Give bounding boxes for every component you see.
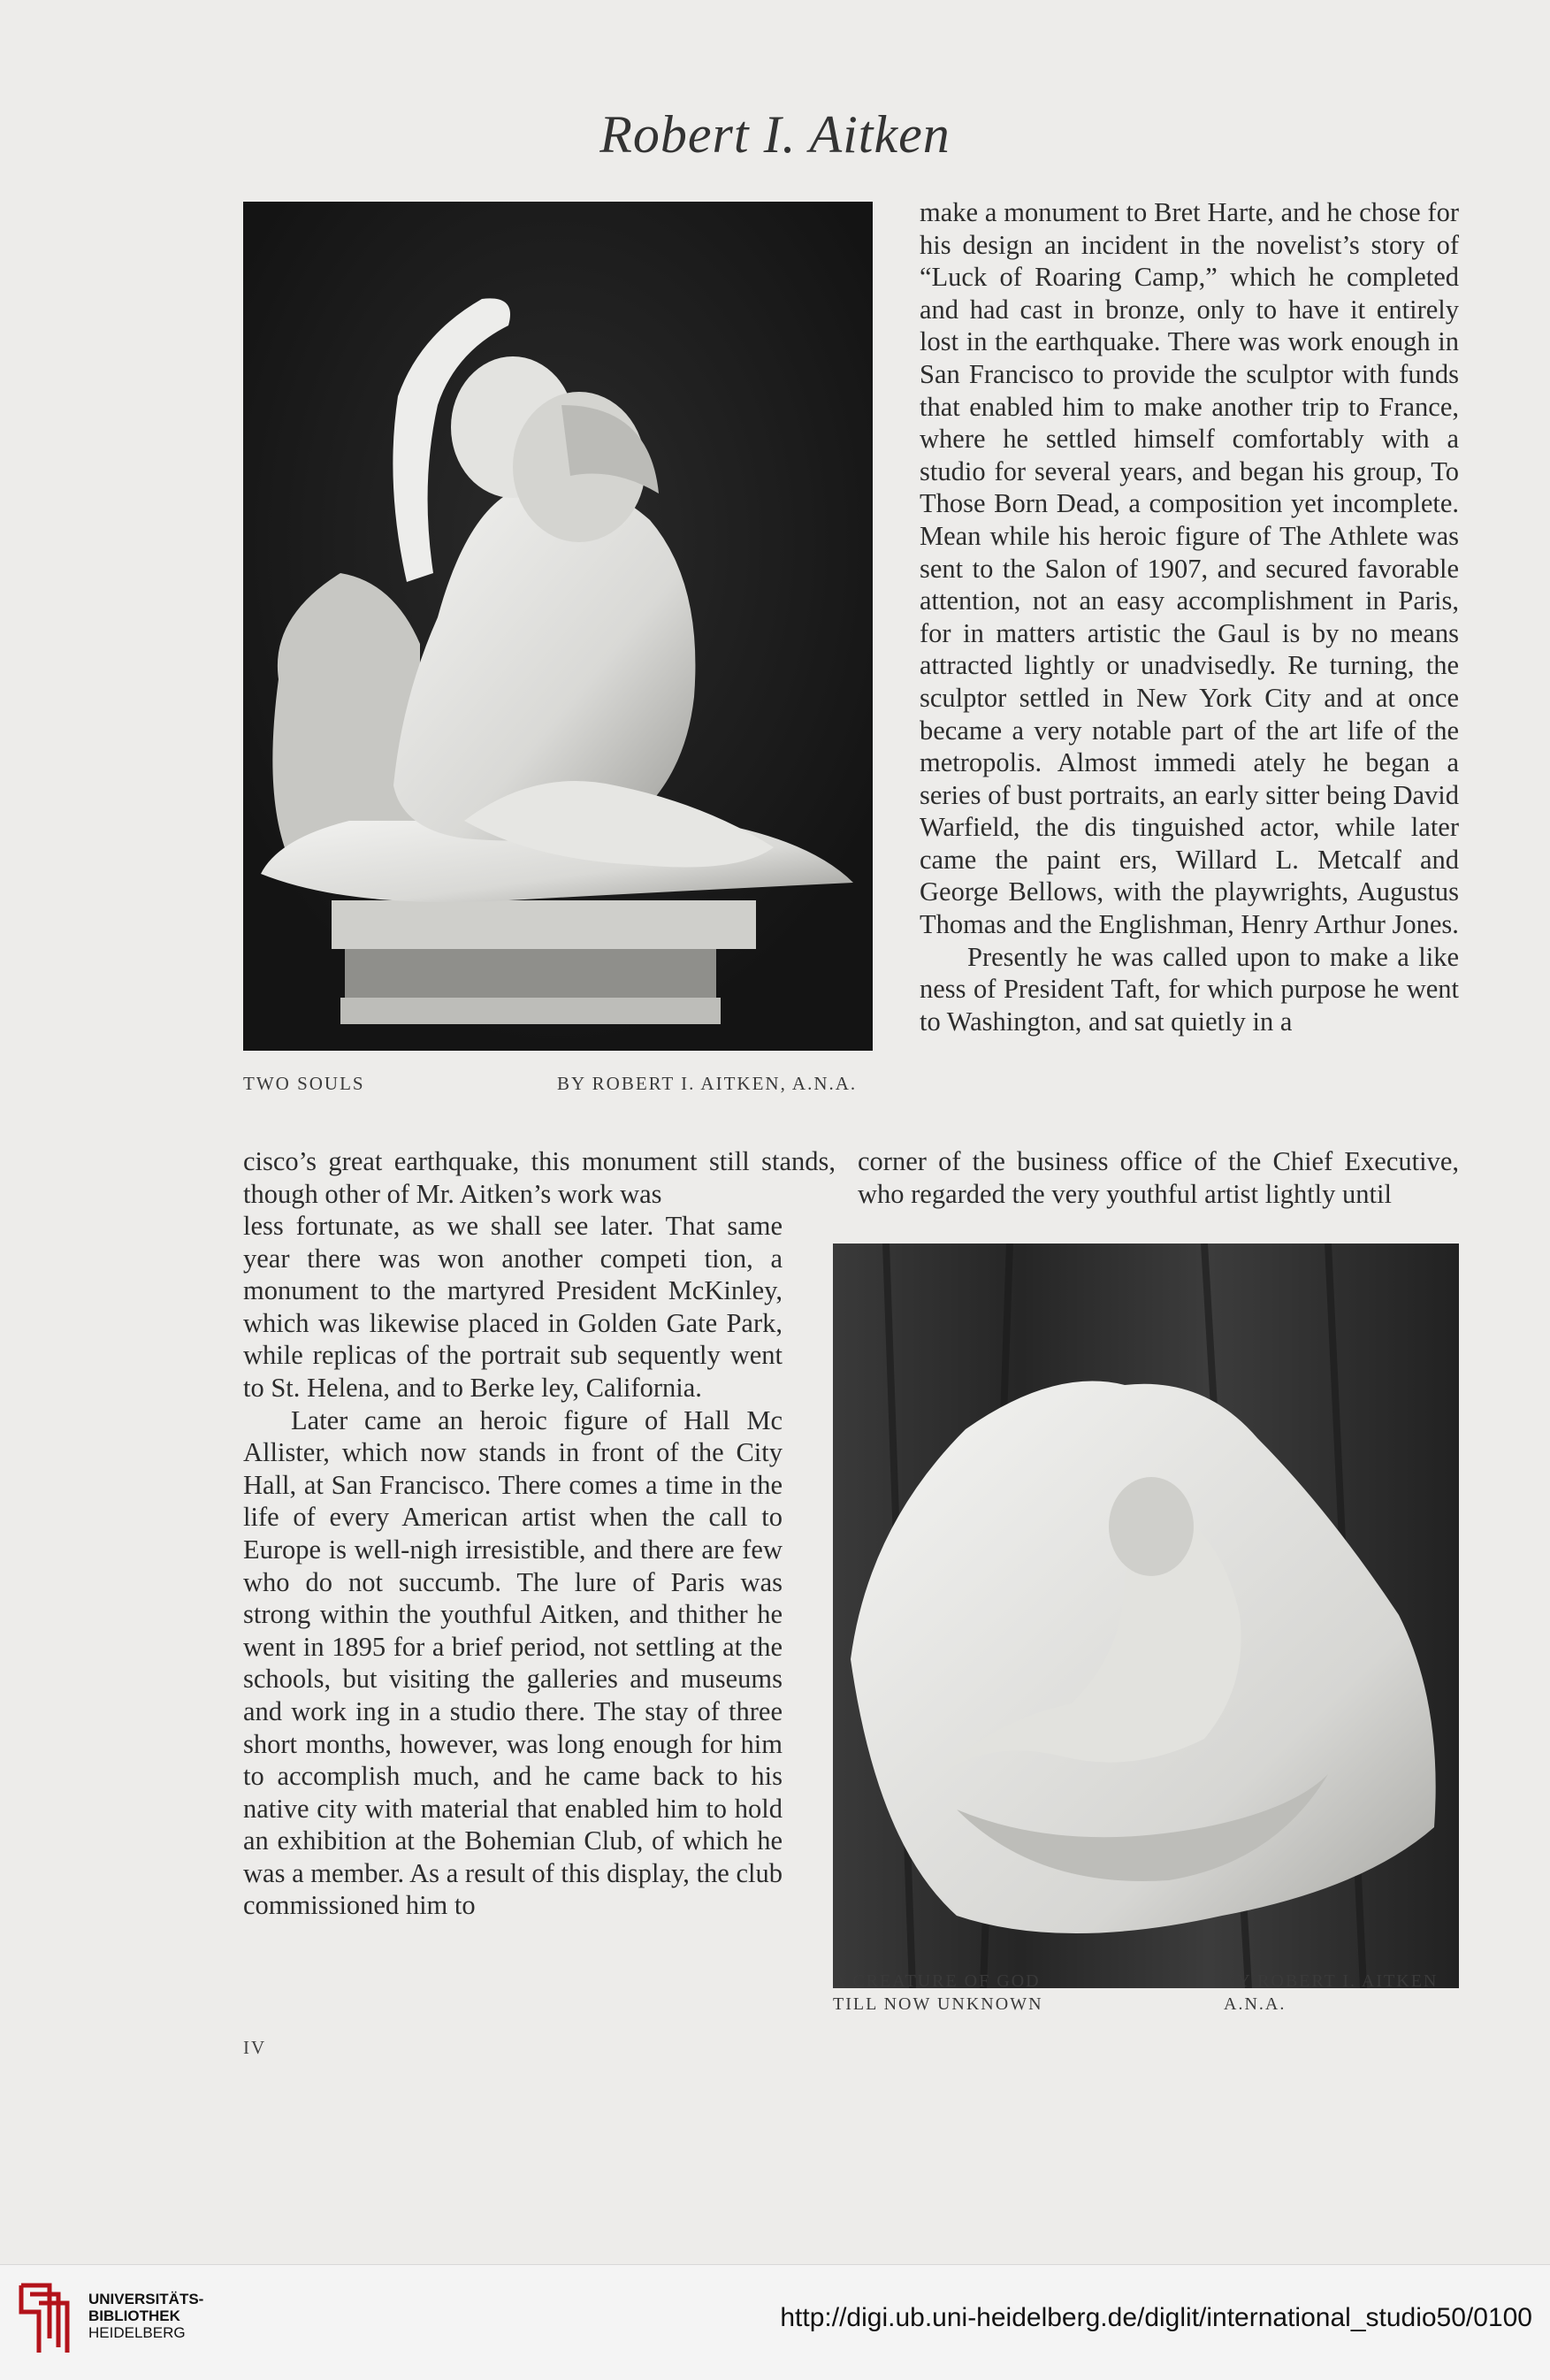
right-column-paragraph-2 — [920, 941, 1459, 1038]
text-line: Later came an heroic figure of Hall Mc — [291, 1404, 783, 1435]
text-line: with the playwrights, Augustus Thomas and — [920, 876, 1459, 940]
text-line: story of “Luck of Roaring Camp,” which he — [920, 229, 1459, 293]
text-line: turning, the sculptor settled in New York City — [920, 650, 1459, 713]
text-line: the sculptor with funds that enabled him to — [920, 358, 1459, 422]
caption-line: A.N.A. — [1224, 1994, 1287, 2014]
text-line: was work enough in San Francisco to provide — [920, 326, 1459, 389]
text-line: corner of the business office of the Chief Executive, — [858, 1146, 1459, 1176]
text-line: McKinley, which was likewise placed in Golden — [243, 1275, 783, 1338]
text-line: visiting the galleries and museums and work — [243, 1664, 783, 1726]
figure-caption-credit — [1224, 1970, 1438, 2016]
left-column-text — [243, 1210, 783, 1922]
text-line: who regarded the very youthful artist lightly until — [858, 1178, 1392, 1209]
text-line: Paris, for in matters artistic the Gaul is by no — [920, 585, 1459, 648]
text-line: the Englishman, Henry Arthur Jones. — [1058, 909, 1459, 940]
text-line: means attracted lightly or unadvisedly. Re — [920, 617, 1459, 681]
text-line: months, however, was long enough for him — [305, 1728, 783, 1759]
library-logo-icon — [14, 2277, 78, 2356]
source-url-link[interactable]: http://digi.ub.uni-heidelberg.de/diglit/international_studio50/0100 — [780, 2303, 1532, 2332]
right-column-paragraph-1 — [920, 196, 1459, 941]
text-line: Presently he was called upon to make a like — [967, 941, 1459, 972]
library-name-line: UNIVERSITÄTS- — [88, 2291, 204, 2307]
text-line: while his heroic figure of The Athlete was sent — [920, 520, 1459, 584]
library-name-line: HEIDELBERG — [88, 2324, 186, 2341]
text-line: in the life of every American artist when — [243, 1469, 783, 1533]
text-line: completed and had cast in bronze, only to — [920, 262, 1459, 325]
text-line: ing in a studio there. The stay of three short — [243, 1695, 783, 1759]
text-line: Aitken, and thither he went in 1895 for a — [243, 1599, 783, 1662]
text-line: and there are few who do not succumb. The — [243, 1534, 783, 1597]
text-line: brief period, not settling at the schools, but — [243, 1631, 783, 1695]
text-line: art life of the metropolis. Almost immedi — [920, 715, 1459, 778]
left-column-opening — [243, 1145, 836, 1210]
text-line: early sitter being David Warfield, the dis — [920, 779, 1459, 843]
text-line: same year there was won another competi — [243, 1211, 783, 1274]
text-line: to the Salon of 1907, and secured favorable — [972, 553, 1459, 584]
text-line: ley, California. — [541, 1372, 702, 1403]
text-line: Dead, a composition yet incomplete. Mean — [920, 488, 1459, 551]
text-line: Allister, which now stands in front of the City — [243, 1437, 783, 1468]
running-head: Robert I. Aitken — [599, 105, 951, 164]
text-line: years, and began his group, To Those Born — [920, 455, 1459, 519]
text-line: ers, Willard L. Metcalf and George Bellows, — [920, 844, 1459, 907]
library-name — [88, 2291, 203, 2341]
text-line: the call to Europe is well-nigh irresistible, — [243, 1502, 783, 1565]
page-number: IV — [243, 2037, 267, 2058]
text-line: tion, a monument to the martyred President — [243, 1243, 783, 1306]
left-column-paragraph-1 — [243, 1210, 783, 1404]
text-line: of this display, the club commissioned him to — [243, 1857, 783, 1921]
figure-caption-title — [833, 1970, 1043, 2016]
text-line: attention, not an easy accomplishment in — [920, 585, 1399, 616]
text-line: have it entirely lost in the earthquake. There — [920, 294, 1459, 357]
text-line: ately he began a series of bust portraits, an — [920, 747, 1460, 810]
text-line: ness of President Taft, for which purpose he — [920, 974, 1407, 1005]
figure-caption-credit: BY ROBERT I. AITKEN, A.N.A. — [557, 1073, 858, 1094]
text-line: him to hold an exhibition at the Bohemian — [243, 1793, 783, 1856]
text-line: Club, of which he was a member. As a result — [243, 1825, 783, 1888]
text-line: Hall, at San Francisco. There comes a time — [243, 1469, 722, 1500]
text-line: sequently went to St. Helena, and to Berke — [243, 1340, 783, 1403]
text-line: himself comfortably with a studio for several — [920, 424, 1459, 486]
text-line: to accomplish much, and he came back to — [243, 1761, 752, 1792]
text-line: and at once became a very notable part of the — [920, 682, 1460, 746]
text-line: tinguished actor, while later came the paint — [920, 812, 1459, 875]
text-line: make a monument to Bret Harte, and he — [920, 197, 1360, 227]
text-line: less fortunate, as we shall see later. That — [243, 1211, 728, 1241]
text-line: cisco’s great earthquake, this monument still — [243, 1146, 762, 1176]
caption-line: A CREATURE OF GOD — [833, 1971, 1041, 1991]
sculpture-photo-creature-of-god — [833, 1244, 1459, 1988]
text-line: went to Washington, and sat quietly in a — [920, 974, 1459, 1037]
text-line: his native city with material that enabled — [243, 1761, 783, 1824]
text-line: make another trip to France, where he settled — [920, 391, 1459, 455]
caption-line: TILL NOW UNKNOWN — [833, 1994, 1043, 2014]
library-name-line: BIBLIOTHEK — [88, 2307, 180, 2324]
text-line: lure of Paris was strong within the youthful — [243, 1566, 783, 1630]
figure-caption-title: TWO SOULS — [243, 1073, 365, 1094]
sculpture-photo-two-souls — [243, 202, 873, 1051]
right-column-continuation — [858, 1145, 1459, 1210]
caption-line: BY ROBERT I. AITKEN — [1224, 1971, 1439, 1991]
text-line: Gate Park, while replicas of the portrait sub — [243, 1307, 783, 1371]
text-line: stands, though other of Mr. Aitken’s work was — [243, 1146, 836, 1209]
left-column-paragraph-2 — [243, 1404, 783, 1923]
right-column-text — [920, 196, 1459, 1037]
text-line: chose for his design an incident in the novelist’s — [920, 197, 1459, 260]
